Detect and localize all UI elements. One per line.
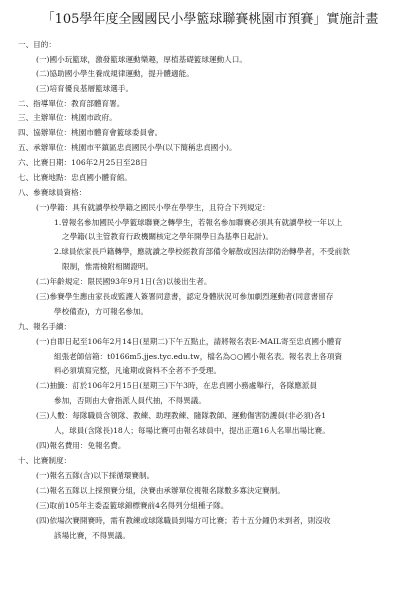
- registration-item-1-line-3: 料必須填寫完整，凡逾期或資料不全者不予受理。: [54, 366, 222, 375]
- competition-item-2: (二)報名五隊以上採預賽分組，決賽由承辦單位視報名隊數多寡決定賽制。: [36, 486, 285, 495]
- registration-item-3-line-1: (三)人數：每隊職員含領隊、教練、助理教練、隨隊教師、運動傷害防護員(非必須)各1: [36, 411, 327, 420]
- section-match-date: 六、比賽日期：106年2月25日至28日: [18, 158, 148, 167]
- eligibility-sub-1-line-1: 1.曾報名參加國民小學籃球聯賽之轉學生，若報名參加聯賽必須具有就讀學校一年以上: [54, 218, 343, 227]
- competition-item-4-line-2: 該場比賽，不得異議。: [54, 531, 130, 540]
- document-title: 「105學年度全國國民小學籃球聯賽桃園市預賽」實施計畫: [41, 12, 379, 27]
- registration-item-1-line-1: (一)自即日起至106年2月14日(星期二)下午五點止，請將報名表E-MAIL寄至忠貞國小體育: [36, 337, 342, 346]
- purpose-item-3: (三)培育優良基層籃球選手。: [36, 84, 134, 93]
- section-co-organizer: 四、協辦單位：桃園市體育會籃球委員會。: [18, 128, 163, 137]
- eligibility-sub-2-line-2: 限制，惟需檢附相關證明。: [62, 262, 154, 271]
- section-guiding-unit: 二、指導單位：教育部體育署。: [18, 99, 125, 108]
- section-heading-registration: 九、報名手續：: [18, 322, 72, 331]
- section-heading-purpose: 一、目的：: [18, 40, 56, 49]
- section-organizer: 三、主辦單位：桃園市政府。: [18, 113, 117, 122]
- eligibility-sub-1-line-2: 之學籍(以主管教育行政機關核定之學年開學日為基準日起計)。: [62, 232, 273, 241]
- registration-item-2-line-2: 參加，否則由大會指派人員代抽，不得異議。: [54, 396, 206, 405]
- competition-item-1: (一)報名五隊(含)以下採循環賽制。: [36, 471, 155, 480]
- eligibility-item-2: (二)年齡規定：限民國93年9月1日(含)以後出生者。: [36, 277, 212, 286]
- purpose-item-1: (一)國小玩籃球，激發籃球運動樂趣，厚植基礎籃球運動人口。: [36, 55, 247, 64]
- eligibility-item-1: (一)學籍：具有就讀學校學籍之國民小學在學學生，且符合下列規定：: [36, 203, 270, 212]
- registration-item-3-line-2: 人，球員(含隊長)18人；每場比賽可由報名球員中，提出正選16人名單出場比賽。: [54, 426, 330, 435]
- section-match-venue: 七、比賽地點：忠貞國小體育館。: [18, 173, 132, 182]
- section-heading-competition-system: 十、比賽制度：: [18, 456, 72, 465]
- competition-item-4-line-1: (四)依場次賽開賽時，需有教練或球隊職員到場方可比賽；若十五分鐘仍未到者，則沒收: [36, 516, 331, 525]
- competition-item-3: (三)取前105年主委盃籃球錦標賽前4名得列分組種子隊。: [36, 501, 229, 510]
- registration-item-2-line-1: (二)抽籤：訂於106年2月15日(星期三)下午3時，在忠貞國小務處舉行，各隊應派員: [36, 381, 318, 390]
- eligibility-item-3-line-2: 學校備查)，方可報名參加。: [54, 307, 149, 316]
- section-heading-eligibility: 八、參賽球員資格：: [18, 188, 87, 197]
- section-host-unit: 五、承辦單位：桃園市平鎮區忠貞國民小學(以下簡稱忠貞國小)。: [18, 143, 237, 152]
- registration-item-1-line-2: 組張老師信箱：t0166m5.jjes.tyc.edu.tw，檔名為○○國小報名表。報名表上各項資: [54, 352, 343, 361]
- eligibility-item-3-line-1: (三)參賽學生應由家長或監護人簽署同意書，認定身體狀況可參加劇烈運動者(同意書留存: [36, 292, 334, 301]
- purpose-item-2: (二)協助國小學生養成規律運動，提升體適能。: [36, 69, 194, 78]
- registration-item-4: (四)報名費用：免報名費。: [36, 441, 126, 450]
- eligibility-sub-2-line-1: 2.球員依家長戶籍轉學，應就讀之學校經教育部備令解散或因法律防治轉學者，不受前款: [54, 247, 350, 256]
